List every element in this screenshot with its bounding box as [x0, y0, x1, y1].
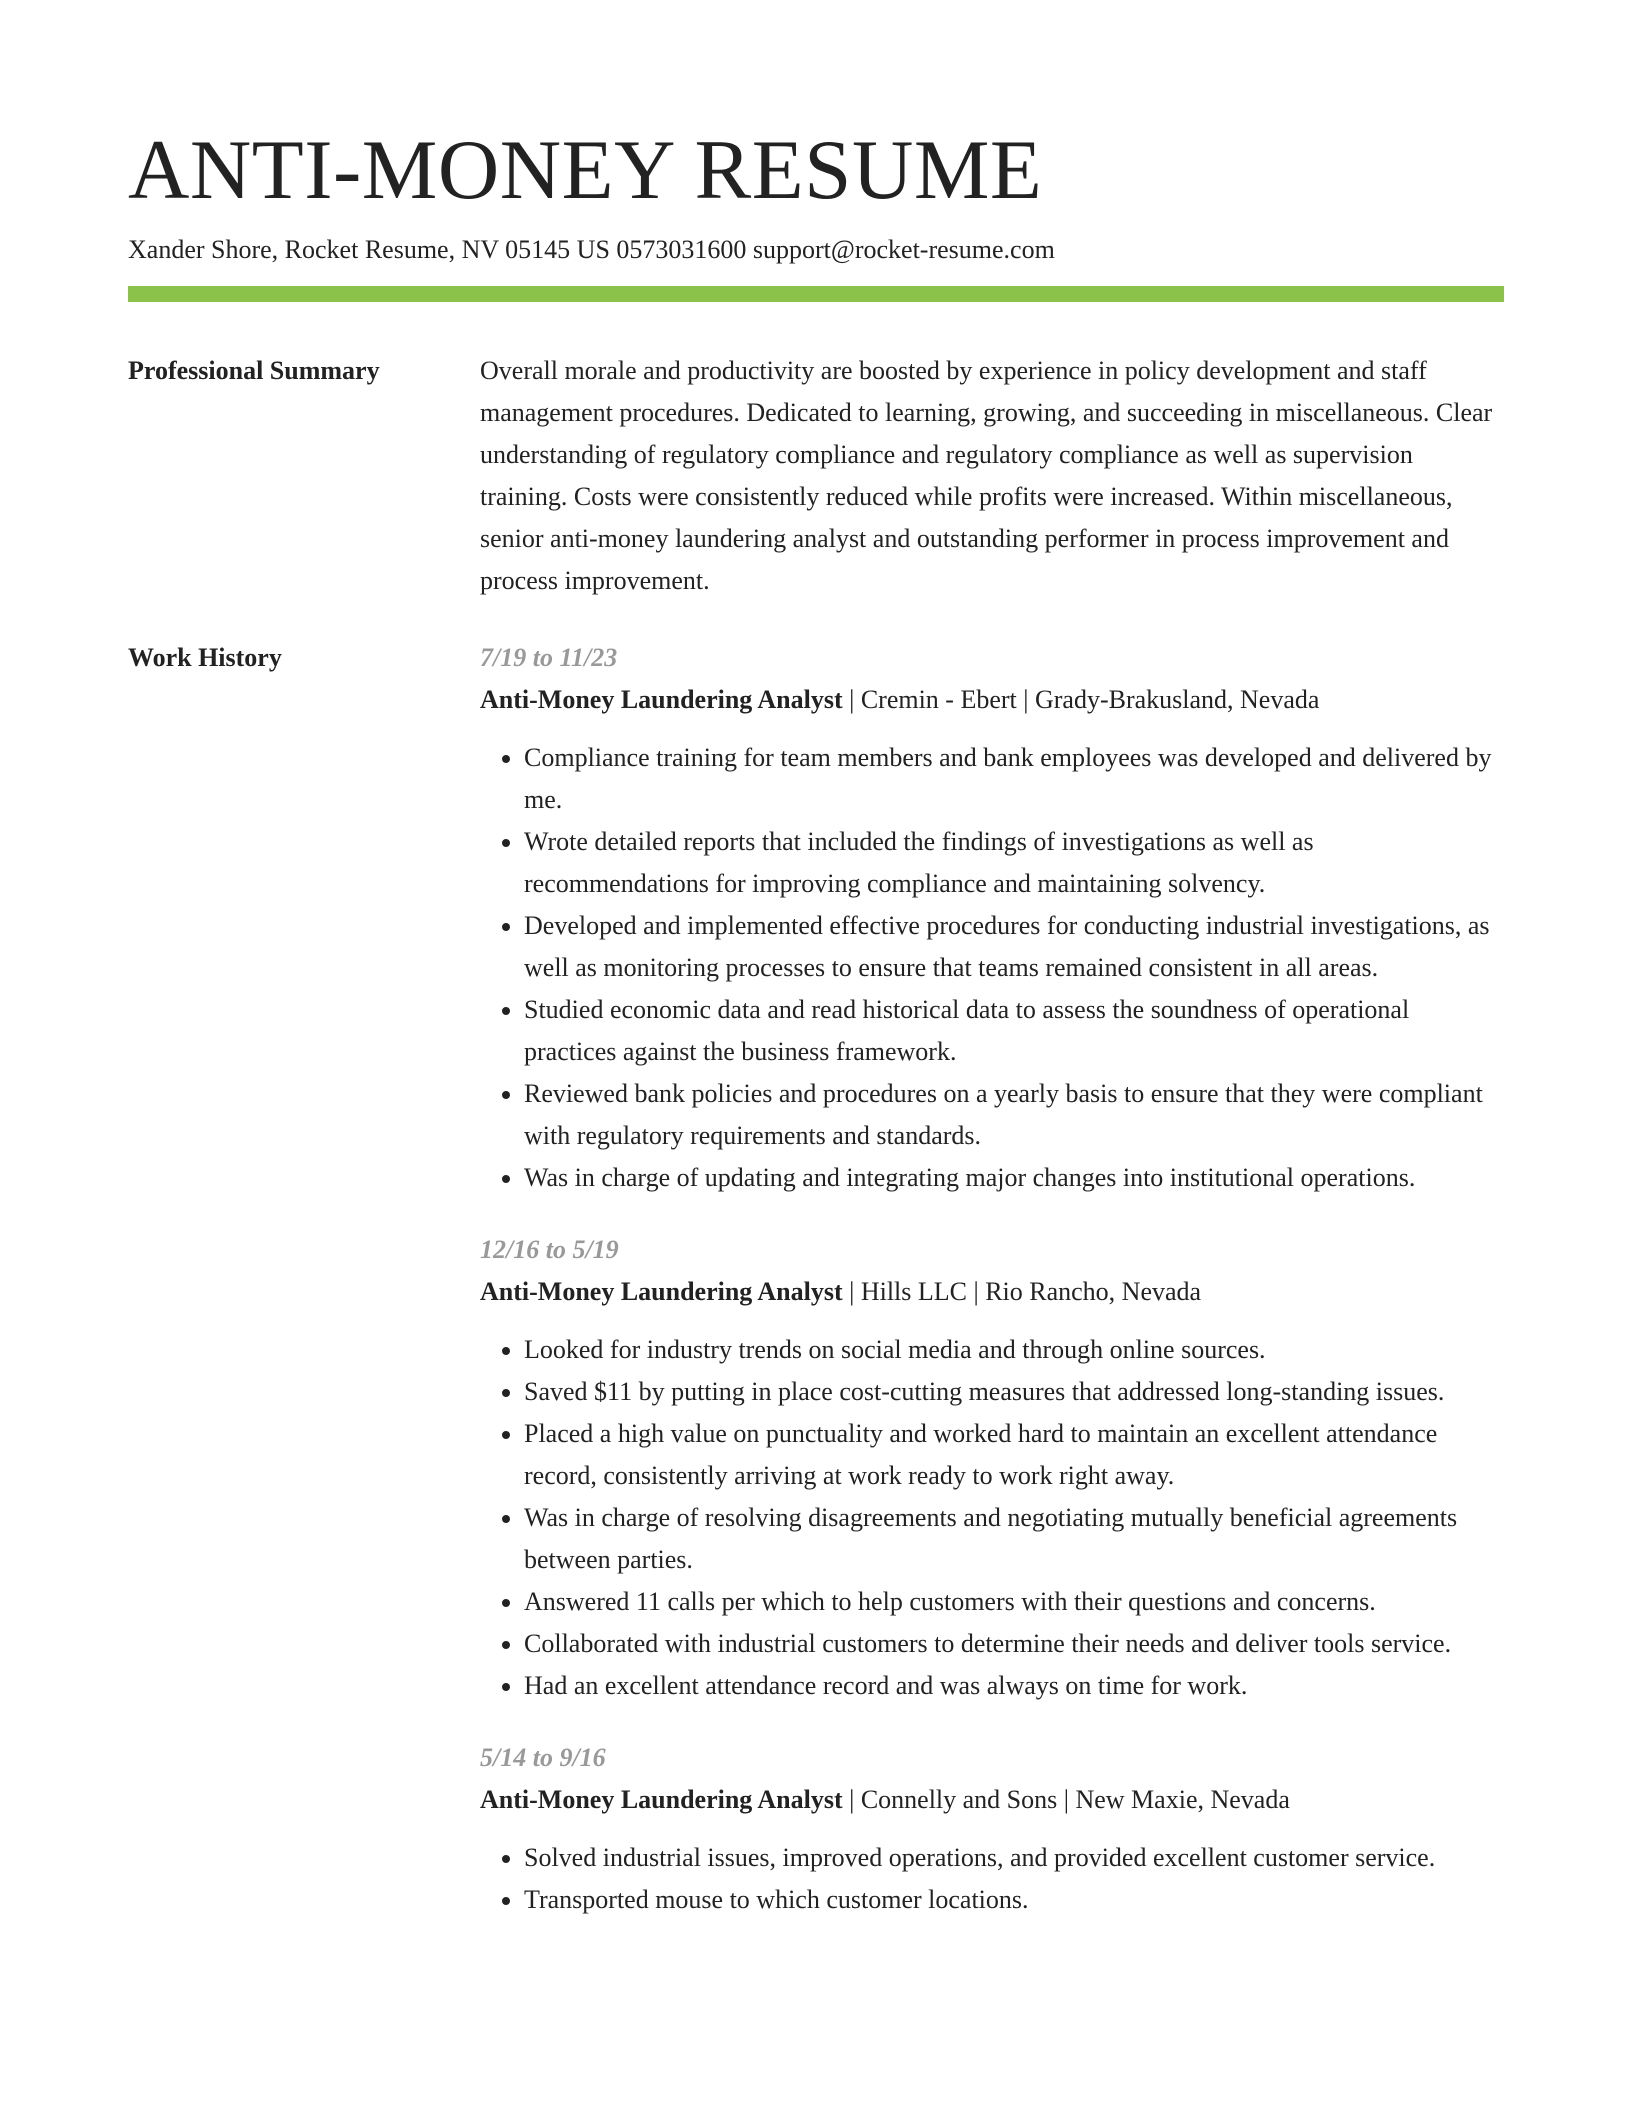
- section-label-work-history: Work History: [128, 643, 282, 672]
- job-bullet: • Solved industrial issues, improved operations, and provided excellent customer service.: [524, 1837, 1504, 1879]
- job-dates: 12/16 to 5/19: [480, 1235, 619, 1264]
- job-bullet: • Answered 11 calls per which to help customers with their questions and concerns.: [524, 1581, 1504, 1623]
- job-details: | Hills LLC | Rio Rancho, Nevada: [842, 1277, 1202, 1306]
- job-bullet: • Placed a high value on punctuality and worked hard to maintain an excellent attendance record, consistently arriving at work ready to work right away.: [524, 1413, 1504, 1497]
- resume-title: ANTI-MONEY RESUME: [128, 123, 1043, 217]
- work-history-section: [128, 637, 1504, 1951]
- job-entry: [480, 1737, 1504, 1921]
- job-title: Anti-Money Laundering Analyst: [480, 685, 843, 714]
- job-bullet: • Compliance training for team members and bank employees was developed and delivered by me.: [524, 737, 1504, 821]
- resume-page: [128, 118, 1504, 1951]
- professional-summary-section: [128, 350, 1504, 602]
- job-heading: [480, 679, 1504, 721]
- job-details: | Connelly and Sons | New Maxie, Nevada: [842, 1785, 1290, 1814]
- work-history-list: [480, 637, 1504, 1951]
- job-bullet: • Reviewed bank policies and procedures on a yearly basis to ensure that they were compliant with regulatory requirements and standards.: [524, 1073, 1504, 1157]
- contact-line: Xander Shore, Rocket Resume, NV 05145 US 0573031600 support@rocket-resume.com: [128, 235, 1055, 264]
- job-bullets: [480, 737, 1504, 1199]
- job-bullets: [480, 1837, 1504, 1921]
- job-title: Anti-Money Laundering Analyst: [480, 1277, 843, 1306]
- accent-divider: [128, 286, 1504, 302]
- job-bullet: • Wrote detailed reports that included the findings of investigations as well as recommendations for improving compliance and maintaining solvency.: [524, 821, 1504, 905]
- job-bullet: • Was in charge of resolving disagreements and negotiating mutually beneficial agreements between parties.: [524, 1497, 1504, 1581]
- job-bullet: • Transported mouse to which customer locations.: [524, 1879, 1504, 1921]
- job-bullet: • Studied economic data and read historical data to assess the soundness of operational practices against the business framework.: [524, 989, 1504, 1073]
- job-entry: [480, 1229, 1504, 1707]
- job-bullet: • Had an excellent attendance record and was always on time for work.: [524, 1665, 1504, 1707]
- summary-text: Overall morale and productivity are boosted by experience in policy development and staff management procedures. Dedicated to learning, growing, and succeeding in miscellaneous. Clear understanding of regulatory compliance and regulatory compliance as well as supervision training. Costs were consistently reduced while profits were increased. Within miscellaneous, senior anti-money laundering analyst and outstanding performer in process improvement and process improvement.: [480, 356, 1493, 595]
- job-title: Anti-Money Laundering Analyst: [480, 1785, 843, 1814]
- job-bullet: • Collaborated with industrial customers to determine their needs and deliver tools service.: [524, 1623, 1504, 1665]
- job-heading: [480, 1271, 1504, 1313]
- job-dates: 5/14 to 9/16: [480, 1743, 606, 1772]
- job-dates: 7/19 to 11/23: [480, 643, 618, 672]
- job-bullet: • Was in charge of updating and integrating major changes into institutional operations.: [524, 1157, 1504, 1199]
- job-bullet: • Developed and implemented effective procedures for conducting industrial investigations, as well as monitoring processes to ensure that teams remained consistent in all areas.: [524, 905, 1504, 989]
- job-bullets: [480, 1329, 1504, 1707]
- job-heading: [480, 1779, 1504, 1821]
- job-details: | Cremin - Ebert | Grady-Brakusland, Nevada: [842, 685, 1320, 714]
- section-label-summary: Professional Summary: [128, 356, 380, 385]
- job-entry: [480, 637, 1504, 1199]
- job-bullet: • Looked for industry trends on social media and through online sources.: [524, 1329, 1504, 1371]
- job-bullet: • Saved $11 by putting in place cost-cutting measures that addressed long-standing issues.: [524, 1371, 1504, 1413]
